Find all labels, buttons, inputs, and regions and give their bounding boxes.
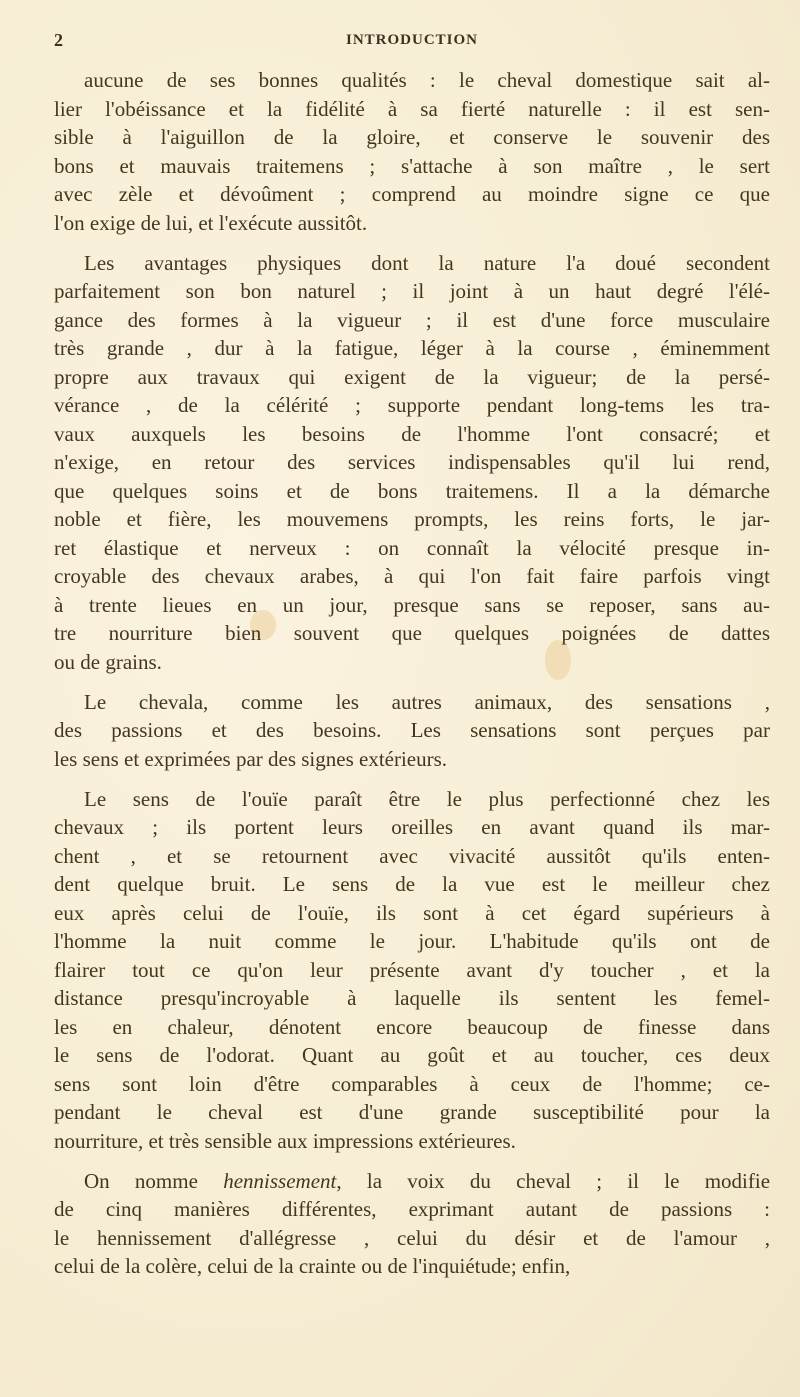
text-line: parfaitement son bon naturel ; il joint à un haut degré l'élé- xyxy=(54,279,770,303)
text-line: que quelques soins et de bons traitemens. Il a la démarche xyxy=(54,478,770,503)
text-line: celui de la colère, celui de la crainte ou de l'inquiétude; enfin, xyxy=(54,1254,571,1278)
text-line: chent , et se retournent avec vivacité aussitôt qu'ils enten- xyxy=(54,843,770,868)
paragraph xyxy=(54,249,770,677)
text-line: les en chaleur, dénotent encore beaucoup de finesse dans xyxy=(54,1014,770,1039)
paragraph xyxy=(54,785,770,1156)
text-line: de cinq manières différentes, exprimant autant de passions : xyxy=(54,1197,770,1221)
text-line: Le sens de l'ouïe paraît être le plus perfectionné chez les xyxy=(84,786,770,811)
text-line: croyable des chevaux arabes, à qui l'on fait faire parfois vingt xyxy=(54,564,770,588)
text-segment: On nomme xyxy=(84,1168,224,1193)
text-line: Le chevala, comme les autres animaux, des sensations , xyxy=(84,689,770,714)
text-line: propre aux travaux qui exigent de la vigueur; de la persé- xyxy=(54,364,770,389)
text-line: le sens de l'odorat. Quant au goût et au toucher, ces deux xyxy=(54,1043,770,1067)
text-line: lier l'obéissance et la fidélité à sa fierté naturelle : il est sen- xyxy=(54,96,770,121)
text-segment: , la voix du cheval ; il le modifie xyxy=(336,1168,771,1193)
text-line: dent quelque bruit. Le sens de la vue est le meilleur chez xyxy=(54,872,770,896)
text-line: sible à l'aiguillon de la gloire, et conserve le souvenir des xyxy=(54,125,770,149)
italic-term: hennissement xyxy=(223,1168,337,1193)
text-line: chevaux ; ils portent leurs oreilles en avant quand ils mar- xyxy=(54,815,770,839)
text-line: pendant le cheval est d'une grande susceptibilité pour la xyxy=(54,1100,770,1124)
text-line: noble et fière, les mouvemens prompts, les reins forts, le jar- xyxy=(54,507,770,531)
text-line: les sens et exprimées par des signes extérieurs. xyxy=(54,746,448,771)
text-line: vérance , de la célérité ; supporte pendant long-tems les tra- xyxy=(54,393,770,417)
text-line: bons et mauvais traitemens ; s'attache à son maître , le sert xyxy=(54,153,770,178)
text-line: avec zèle et dévoûment ; comprend au moindre signe ce que xyxy=(54,182,770,206)
text-line: tre nourriture bien souvent que quelques poignées de dattes xyxy=(54,621,770,645)
text-line: flairer tout ce qu'on leur présente avant d'y toucher , et la xyxy=(54,957,770,982)
text-line: à trente lieues en un jour, presque sans se reposer, sans au- xyxy=(54,592,770,617)
paragraph xyxy=(54,66,770,237)
text-line: vaux auxquels les besoins de l'homme l'ont consacré; et xyxy=(54,421,770,446)
text-line: eux après celui de l'ouïe, ils sont à cet égard supérieurs à xyxy=(54,900,770,925)
text-line: gance des formes à la vigueur ; il est d'une force musculaire xyxy=(54,307,770,332)
paragraph xyxy=(54,688,770,774)
text-line: nourriture, et très sensible aux impressions extérieures. xyxy=(54,1128,516,1153)
paragraph xyxy=(54,1167,770,1281)
running-title: INTRODUCTION xyxy=(345,32,478,48)
text-line: aucune de ses bonnes qualités : le cheval domestique sait al- xyxy=(84,68,770,92)
text-line: très grande , dur à la fatigue, léger à la course , éminemment xyxy=(54,336,770,360)
text-line xyxy=(54,1167,770,1196)
page-header xyxy=(54,30,770,56)
page-body xyxy=(54,66,770,1292)
text-line: Les avantages physiques dont la nature l'a doué secondent xyxy=(84,250,770,275)
text-line: des passions et des besoins. Les sensations sont perçues par xyxy=(54,718,770,742)
text-line: distance presqu'incroyable à laquelle ils sentent les femel- xyxy=(54,986,770,1010)
text-line: sens sont loin d'être comparables à ceux de l'homme; ce- xyxy=(54,1071,770,1096)
text-line: n'exige, en retour des services indispensables qu'il lui rend, xyxy=(54,450,770,474)
page-number: 2 xyxy=(54,30,63,50)
text-line: ou de grains. xyxy=(54,649,162,674)
text-line: l'on exige de lui, et l'exécute aussitôt. xyxy=(54,210,368,235)
text-line: le hennissement d'allégresse , celui du désir et de l'amour , xyxy=(54,1225,770,1250)
text-line: ret élastique et nerveux : on connaît la vélocité presque in- xyxy=(54,535,770,560)
text-line: l'homme la nuit comme le jour. L'habitude qu'ils ont de xyxy=(54,929,770,953)
